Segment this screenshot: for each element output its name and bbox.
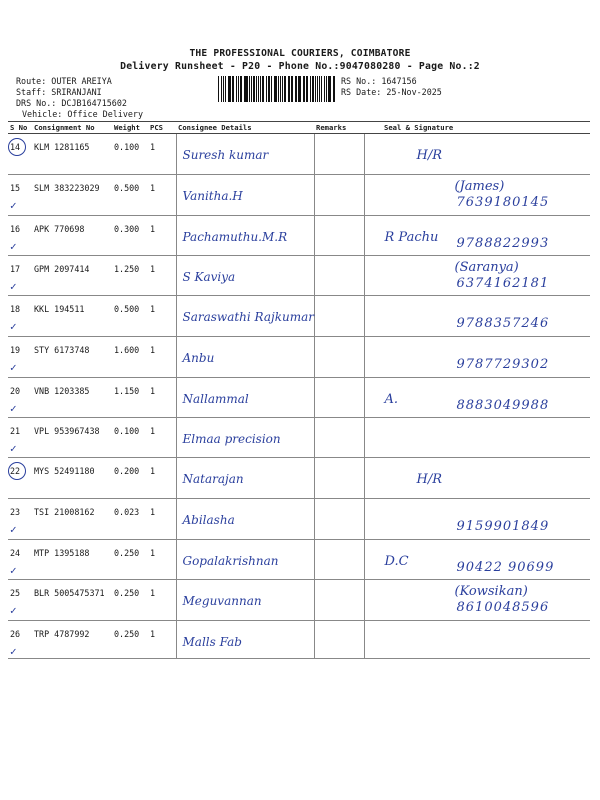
row-weight: 0.100 xyxy=(112,418,148,458)
barcode-bar xyxy=(282,76,283,102)
row-remarks xyxy=(314,216,364,256)
row-remarks xyxy=(314,418,364,458)
barcode-bar xyxy=(315,76,316,102)
row-consignee-cell xyxy=(176,378,314,418)
row-seal-cell xyxy=(364,499,590,540)
row-consignment: APK 770698 xyxy=(32,216,112,256)
row-consignee-cell xyxy=(176,499,314,540)
col-consignee: Consignee Details xyxy=(176,122,314,134)
barcode-bar xyxy=(253,76,254,102)
row-consignee-name: Suresh kumar xyxy=(182,148,269,162)
row-remarks xyxy=(314,296,364,337)
barcode-bar xyxy=(274,76,275,102)
table-row xyxy=(8,499,590,540)
seal-signature-text: H/R xyxy=(416,148,443,163)
tick-mark-icon: ✓ xyxy=(10,320,17,333)
row-consignee-name: Malls Fab xyxy=(182,635,242,649)
table-row xyxy=(8,580,590,621)
row-remarks xyxy=(314,621,364,659)
row-consignee-cell xyxy=(176,175,314,216)
table-row xyxy=(8,458,590,499)
barcode-bar xyxy=(238,76,239,102)
barcode-bar xyxy=(251,76,252,102)
row-sno: 22 xyxy=(8,458,32,499)
row-sno: 26 ✓ xyxy=(8,621,32,659)
seal-area xyxy=(365,580,591,620)
row-weight: 0.500 xyxy=(112,296,148,337)
tick-mark-icon: ✓ xyxy=(10,645,17,658)
row-remarks xyxy=(314,256,364,296)
staff-label: Staff: SRIRANJANI xyxy=(16,87,102,97)
row-consignee-cell xyxy=(176,256,314,296)
row-consignment: MTP 1395188 xyxy=(32,540,112,580)
seal-phone-number: 8610048596 xyxy=(456,600,550,615)
row-remarks xyxy=(314,134,364,175)
row-remarks xyxy=(314,580,364,621)
circle-mark xyxy=(8,462,26,480)
tick-mark-icon: ✓ xyxy=(10,402,17,415)
row-weight: 0.023 xyxy=(112,499,148,540)
seal-area xyxy=(365,418,591,457)
barcode-bar xyxy=(288,76,289,102)
row-weight: 0.250 xyxy=(112,540,148,580)
row-consignee-cell xyxy=(176,134,314,175)
barcode-bar xyxy=(280,76,281,102)
seal-area xyxy=(365,499,591,539)
row-remarks xyxy=(314,499,364,540)
row-remarks xyxy=(314,378,364,418)
barcode-bar xyxy=(317,76,318,102)
barcode-bar xyxy=(292,76,293,102)
seal-signature-text: (Kowsikan) xyxy=(454,584,528,599)
tick-mark-icon: ✓ xyxy=(10,199,17,212)
row-pcs: 1 xyxy=(148,134,176,175)
tick-mark-icon: ✓ xyxy=(10,361,17,374)
row-weight: 0.300 xyxy=(112,216,148,256)
table-row xyxy=(8,337,590,378)
row-pcs: 1 xyxy=(148,175,176,216)
row-pcs: 1 xyxy=(148,499,176,540)
row-remarks xyxy=(314,175,364,216)
barcode-bar xyxy=(278,76,279,102)
row-pcs: 1 xyxy=(148,418,176,458)
seal-area xyxy=(365,621,591,658)
seal-phone-number: 9159901849 xyxy=(456,519,550,534)
col-sno: S No xyxy=(8,122,32,134)
table-row xyxy=(8,621,590,659)
seal-signature-text: A. xyxy=(384,392,399,407)
row-consignee-name: Pachamuthu.M.R xyxy=(182,230,288,244)
vehicle-label: Vehicle: Office Delivery xyxy=(22,109,144,119)
table-row xyxy=(8,418,590,458)
row-weight: 0.200 xyxy=(112,458,148,499)
seal-phone-number: 8883049988 xyxy=(456,398,550,413)
barcode-bar xyxy=(221,76,222,102)
table-header-row xyxy=(8,122,590,134)
row-consignment: STY 6173748 xyxy=(32,337,112,378)
tick-mark-icon: ✓ xyxy=(10,442,17,455)
row-consignee-name: Natarajan xyxy=(182,472,244,486)
table-row xyxy=(8,134,590,175)
row-seal-cell xyxy=(364,540,590,580)
row-sno: 20 ✓ xyxy=(8,378,32,418)
row-remarks xyxy=(314,337,364,378)
barcode-bar xyxy=(326,76,327,102)
row-weight: 0.250 xyxy=(112,580,148,621)
barcode-bar xyxy=(266,76,267,102)
row-consignment: GPM 2097414 xyxy=(32,256,112,296)
barcode-bar xyxy=(291,76,292,102)
row-consignee-cell xyxy=(176,580,314,621)
table-row xyxy=(8,378,590,418)
seal-phone-number: 90422 90699 xyxy=(456,560,555,575)
seal-phone-number: 7639180145 xyxy=(456,195,550,210)
row-weight: 0.250 xyxy=(112,621,148,659)
barcode-bar xyxy=(275,76,276,102)
seal-signature-text: (James) xyxy=(454,179,505,194)
barcode-bar xyxy=(319,76,320,102)
row-consignment: TSI 21008162 xyxy=(32,499,112,540)
seal-area xyxy=(365,175,591,215)
row-remarks xyxy=(314,458,364,499)
barcode-bar xyxy=(333,76,334,102)
row-sno: 24 ✓ xyxy=(8,540,32,580)
barcode-bar xyxy=(245,76,247,102)
barcode-bar xyxy=(321,76,322,102)
row-seal-cell xyxy=(364,134,590,175)
barcode-bar xyxy=(271,76,272,102)
row-weight: 1.150 xyxy=(112,378,148,418)
barcode-bar xyxy=(218,76,219,102)
seal-signature-text: D.C xyxy=(384,554,409,569)
barcode-bar xyxy=(306,76,308,102)
row-seal-cell xyxy=(364,418,590,458)
row-consignee-cell xyxy=(176,418,314,458)
row-sno: 25 ✓ xyxy=(8,580,32,621)
seal-signature-text: (Saranya) xyxy=(454,260,519,275)
row-pcs: 1 xyxy=(148,621,176,659)
row-pcs: 1 xyxy=(148,458,176,499)
row-seal-cell xyxy=(364,256,590,296)
seal-area xyxy=(365,256,591,295)
barcode-bar xyxy=(328,76,330,102)
row-consignee-cell xyxy=(176,216,314,256)
row-weight: 1.250 xyxy=(112,256,148,296)
drs-label: DRS No.: DCJB164715602 xyxy=(16,98,127,108)
row-remarks xyxy=(314,540,364,580)
barcode-image xyxy=(218,76,336,102)
row-seal-cell xyxy=(364,580,590,621)
row-consignee-name: Vanitha.H xyxy=(182,189,243,203)
row-weight: 0.500 xyxy=(112,175,148,216)
table-row xyxy=(8,256,590,296)
seal-phone-number: 9788822993 xyxy=(456,236,550,251)
row-consignment: MYS 52491180 xyxy=(32,458,112,499)
row-sno: 14 xyxy=(8,134,32,175)
col-weight: Weight xyxy=(112,122,148,134)
col-pcs: PCS xyxy=(148,122,176,134)
barcode-bar xyxy=(223,76,224,102)
barcode-bar xyxy=(310,76,311,102)
seal-phone-number: 9788357246 xyxy=(456,316,550,331)
seal-area xyxy=(365,134,591,174)
tick-mark-icon: ✓ xyxy=(10,240,17,253)
barcode-bar xyxy=(258,76,259,102)
seal-phone-number: 9787729302 xyxy=(456,357,550,372)
row-sno: 23 ✓ xyxy=(8,499,32,540)
row-weight: 0.100 xyxy=(112,134,148,175)
seal-area xyxy=(365,216,591,255)
tick-mark-icon: ✓ xyxy=(10,280,17,293)
row-consignee-cell xyxy=(176,621,314,659)
barcode-bar xyxy=(236,76,237,102)
tick-mark-icon: ✓ xyxy=(10,604,17,617)
rs-number: RS No.: 1647156 xyxy=(341,76,417,86)
row-consignee-name: S Kaviya xyxy=(182,270,236,284)
row-pcs: 1 xyxy=(148,216,176,256)
col-consignment: Consignment No xyxy=(32,122,112,134)
row-pcs: 1 xyxy=(148,580,176,621)
company-title: THE PROFESSIONAL COURIERS, COIMBATORE xyxy=(189,48,411,59)
row-sno: 16 ✓ xyxy=(8,216,32,256)
table-row xyxy=(8,296,590,337)
row-consignee-name: Gopalakrishnan xyxy=(182,554,279,568)
row-consignment: KLM 1281165 xyxy=(32,134,112,175)
seal-area xyxy=(365,337,591,377)
col-remarks: Remarks xyxy=(314,122,364,134)
row-seal-cell xyxy=(364,621,590,659)
barcode-bar xyxy=(304,76,305,102)
row-seal-cell xyxy=(364,296,590,337)
barcode-bar xyxy=(232,76,233,102)
tick-mark-icon: ✓ xyxy=(10,564,17,577)
runsheet-subtitle: Delivery Runsheet - P20 - Phone No.:9047080280 - Page No.:2 xyxy=(120,61,480,72)
col-seal: Seal & Signature xyxy=(364,122,590,134)
barcode-bar xyxy=(324,76,325,102)
row-consignee-name: Nallammal xyxy=(182,392,249,406)
row-pcs: 1 xyxy=(148,296,176,337)
row-pcs: 1 xyxy=(148,540,176,580)
seal-area xyxy=(365,458,591,498)
barcode-bar xyxy=(225,76,226,102)
row-consignment: BLR 5005475371 xyxy=(32,580,112,621)
barcode-bar xyxy=(312,76,313,102)
barcode-bar xyxy=(268,76,270,102)
row-seal-cell xyxy=(364,175,590,216)
row-seal-cell xyxy=(364,378,590,418)
row-sno: 17 ✓ xyxy=(8,256,32,296)
seal-area xyxy=(365,378,591,417)
seal-area xyxy=(365,296,591,336)
barcode-bar xyxy=(233,76,234,102)
circle-mark xyxy=(8,138,26,156)
row-consignee-cell xyxy=(176,296,314,337)
barcode-bar xyxy=(299,76,300,102)
row-consignee-name: Meguvannan xyxy=(182,594,262,608)
route-label: Route: OUTER AREIYA xyxy=(16,76,112,86)
row-pcs: 1 xyxy=(148,378,176,418)
barcode-bar xyxy=(249,76,250,102)
seal-phone-number: 6374162181 xyxy=(456,276,550,291)
barcode-bar xyxy=(240,76,241,102)
row-seal-cell xyxy=(364,216,590,256)
barcode-bar xyxy=(262,76,263,102)
row-pcs: 1 xyxy=(148,256,176,296)
tick-mark-icon: ✓ xyxy=(10,523,17,536)
row-weight: 1.600 xyxy=(112,337,148,378)
barcode-bar xyxy=(260,76,261,102)
row-consignee-cell xyxy=(176,337,314,378)
row-consignment: VPL 953967438 xyxy=(32,418,112,458)
barcode-bar xyxy=(284,76,286,102)
barcode-bar xyxy=(244,76,245,102)
row-consignee-name: Abilasha xyxy=(182,513,235,527)
table-row xyxy=(8,175,590,216)
table-row xyxy=(8,540,590,580)
barcode-bar xyxy=(256,76,257,102)
row-seal-cell xyxy=(364,337,590,378)
seal-signature-text: H/R xyxy=(416,472,443,487)
row-sno: 21 ✓ xyxy=(8,418,32,458)
seal-area xyxy=(365,540,591,579)
barcode-bar xyxy=(303,76,304,102)
row-sno: 15 ✓ xyxy=(8,175,32,216)
runsheet-table xyxy=(8,121,590,659)
row-consignee-name: Elmaa precision xyxy=(182,432,281,446)
table-row xyxy=(8,216,590,256)
barcode-bar xyxy=(334,76,335,102)
row-sno: 18 ✓ xyxy=(8,296,32,337)
row-consignee-name: Saraswathi Rajkumar xyxy=(182,310,315,324)
row-consignment: KKL 194511 xyxy=(32,296,112,337)
row-consignee-name: Anbu xyxy=(182,351,215,365)
row-consignment: SLM 383223029 xyxy=(32,175,112,216)
seal-signature-text: R Pachu xyxy=(384,230,439,245)
rs-date: RS Date: 25-Nov-2025 xyxy=(341,87,442,97)
barcode-bar xyxy=(298,76,299,102)
row-pcs: 1 xyxy=(148,337,176,378)
row-sno: 19 ✓ xyxy=(8,337,32,378)
row-consignment: VNB 1203385 xyxy=(32,378,112,418)
row-consignee-cell xyxy=(176,540,314,580)
row-seal-cell xyxy=(364,458,590,499)
barcode-bar xyxy=(295,76,296,102)
row-consignment: TRP 4787992 xyxy=(32,621,112,659)
row-consignee-cell xyxy=(176,458,314,499)
barcode-bar xyxy=(228,76,230,102)
